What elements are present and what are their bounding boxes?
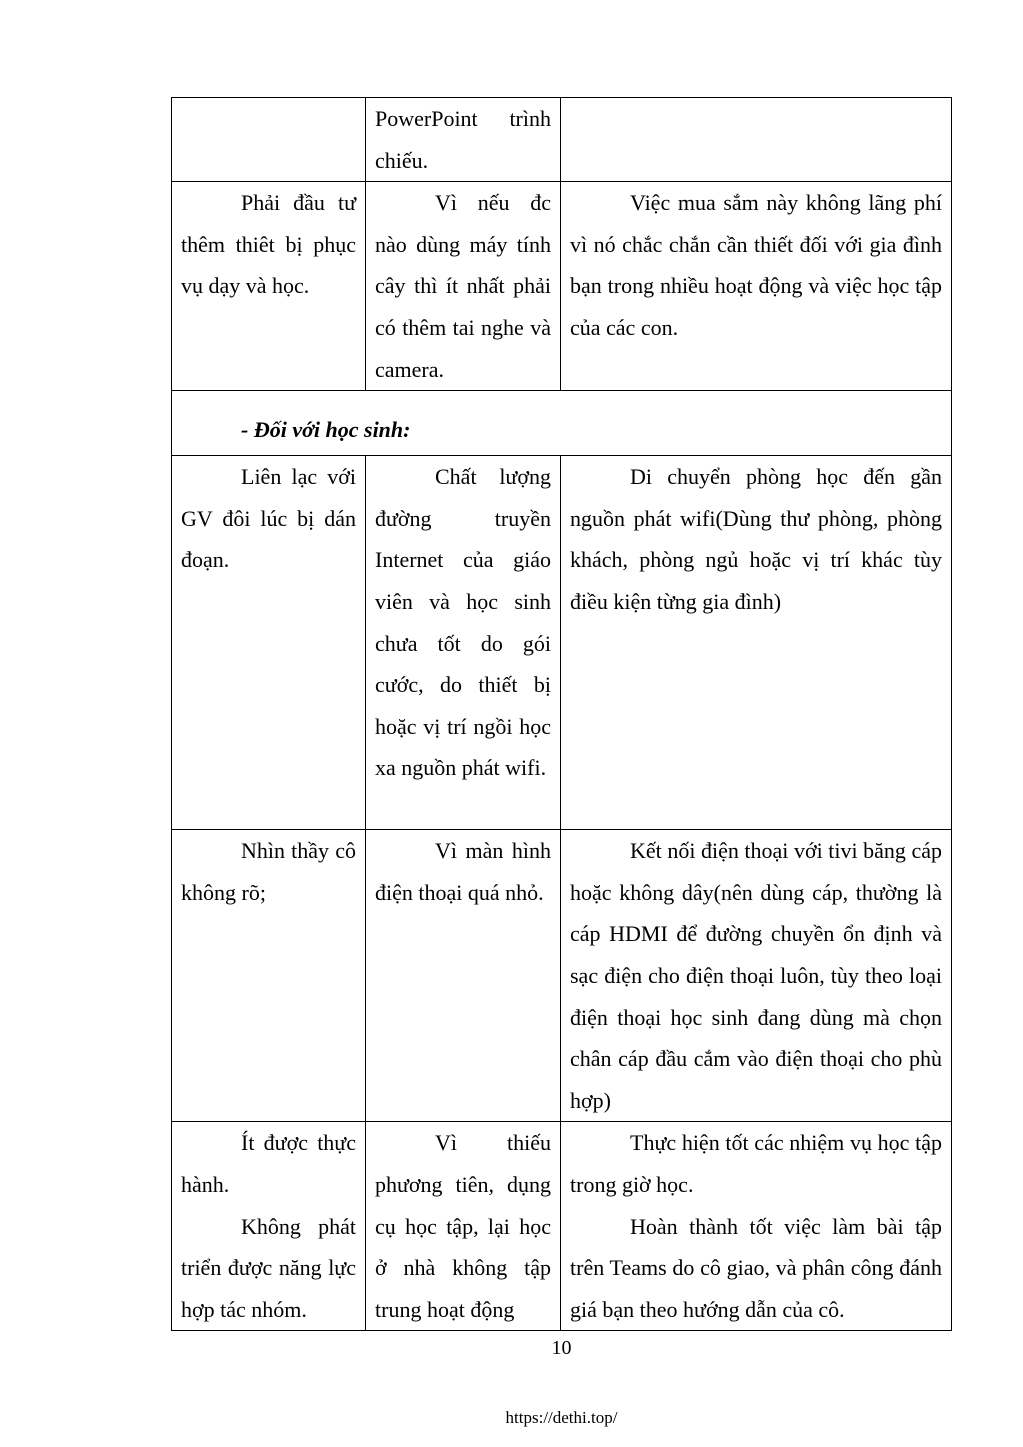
cell-cause: [366, 456, 561, 830]
cell-text: Thực hiện tốt các nhiệm vụ học tập trong giờ học.: [570, 1130, 942, 1197]
cell-text: Hoàn thành tốt việc làm bài tập trên Teams do cô giao, và phân công đánh giá bạn theo hướng dẫn của cô.: [570, 1213, 942, 1322]
footer-url[interactable]: https://dethi.top/: [505, 1408, 618, 1427]
table-row: [172, 830, 952, 1122]
cell-text: Liên lạc với GV đôi lúc bị dán đoạn.: [181, 464, 356, 573]
cell-text: Phải đầu tư thêm thiêt bị phục vụ dạy và học.: [181, 190, 356, 299]
cell-text: Chất lượng đường truyền Internet của giáo viên và học sinh chưa tốt do gói cước, do thiết bị hoặc vị trí ngồi học xa nguồn phát wifi.: [375, 464, 551, 781]
cell-problem: [172, 98, 366, 182]
solutions-table: [171, 97, 952, 1331]
table-row: [172, 98, 952, 182]
cell-text: Di chuyển phòng học đến gần nguồn phát wifi(Dùng thư phòng, phòng khách, phòng ngủ hoặc vị trí khác tùy điều kiện từng gia đình): [570, 464, 942, 614]
cell-problem: [172, 830, 366, 1122]
cell-solution: [561, 182, 952, 391]
cell-text: Việc mua sắm này không lãng phí vì nó chắc chắn cần thiết đối với gia đình bạn trong nhiều hoạt động và việc học tập của các con.: [570, 190, 942, 340]
cell-problem: [172, 182, 366, 391]
section-cell: [172, 391, 952, 456]
section-heading: - Đối với học sinh:: [241, 416, 411, 442]
cell-text: Không phát triển được năng lực hợp tác nhóm.: [181, 1213, 356, 1322]
table-row-section: [172, 391, 952, 456]
cell-solution: [561, 1122, 952, 1331]
table-row: [172, 182, 952, 391]
cell-problem: [172, 456, 366, 830]
cell-cause: [366, 1122, 561, 1331]
cell-problem: [172, 1122, 366, 1331]
cell-cause: [366, 98, 561, 182]
cell-solution: [561, 456, 952, 830]
page-number: 10: [551, 1337, 572, 1359]
cell-text: Kết nối điện thoại với tivi băng cáp hoặc không dây(nên dùng cáp, thường là cáp HDMI để đường chuyền ổn định và sạc điện cho điện thoại luôn, tùy theo loại điện thoại học sinh đang dùng mà chọn chân cáp đầu cắm vào điện thoại cho phù hợp): [570, 838, 942, 1113]
cell-text: Vì thiếu phương tiên, dụng cụ học tập, lại học ở nhà không tập trung hoạt động: [375, 1130, 551, 1322]
cell-cause: [366, 830, 561, 1122]
cell-text: Nhìn thầy cô không rõ;: [181, 838, 356, 905]
table-row: [172, 456, 952, 830]
table-row: [172, 1122, 952, 1331]
cell-solution: [561, 830, 952, 1122]
cell-solution: [561, 98, 952, 182]
cell-text: Ít được thực hành.: [181, 1130, 356, 1197]
cell-text: Vì nếu đc nào dùng máy tính cây thì ít nhất phải có thêm tai nghe và camera.: [375, 190, 551, 382]
cell-text: Vì màn hình điện thoại quá nhỏ.: [375, 838, 551, 905]
cell-cause: [366, 182, 561, 391]
cell-text: PowerPoint trình chiếu.: [375, 106, 551, 173]
